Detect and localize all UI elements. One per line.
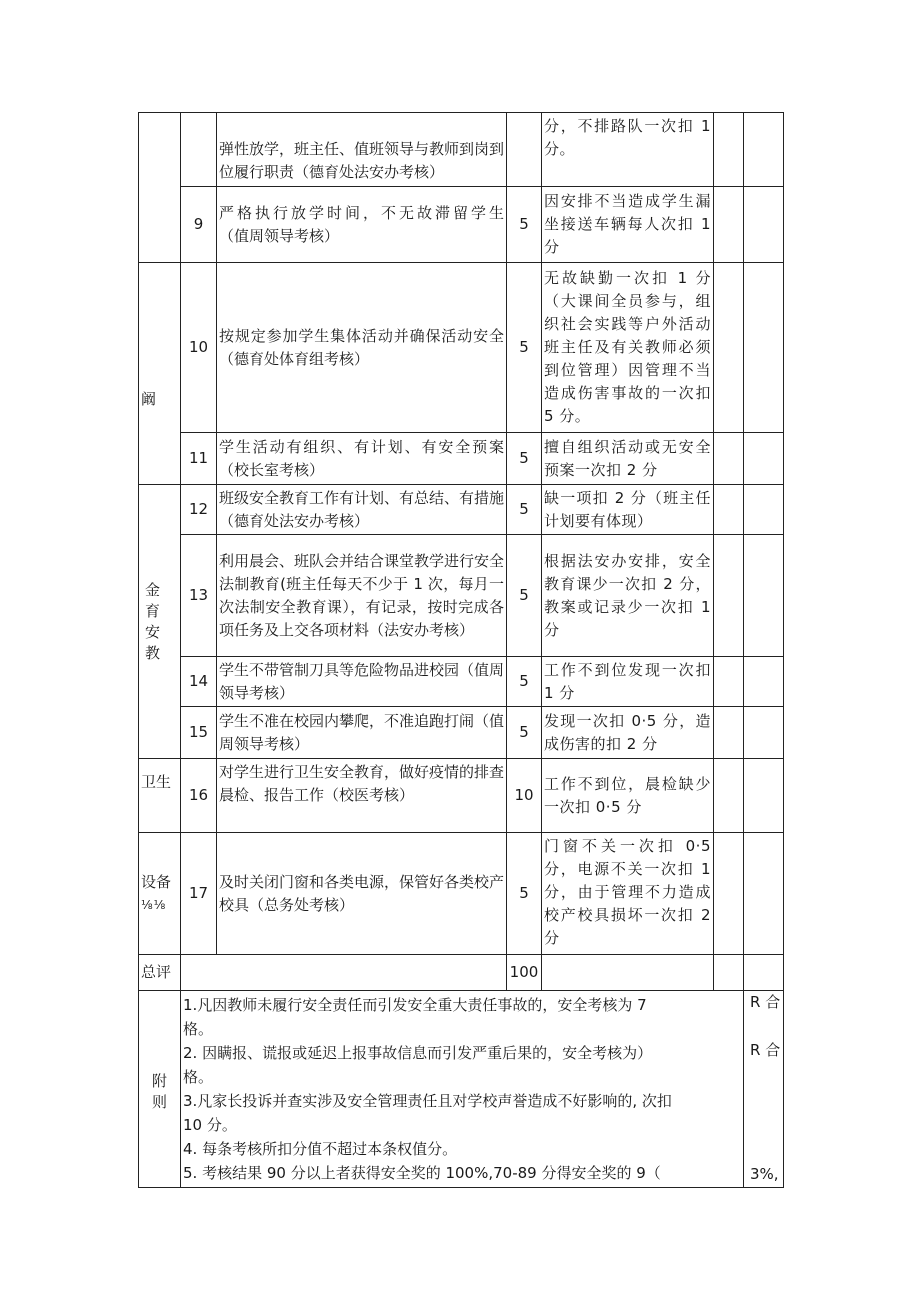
appendix-right-text: R 合	[750, 1041, 781, 1059]
item-score: 5	[507, 485, 542, 535]
item-description: 班级安全教育工作有计划、有总结、有措施（德育处法安办考核）	[217, 485, 507, 535]
item-score: 5	[507, 707, 542, 759]
item-deduction-rule: 分，不排路队一次扣 1 分。	[542, 113, 714, 187]
appendix-notes	[181, 991, 744, 1188]
appendix-right-text: 3%,	[750, 1165, 779, 1183]
empty-cell	[714, 433, 744, 485]
appendix-right-wrapper	[746, 991, 781, 1187]
item-description: 利用晨会、班队会并结合课堂教学进行安全法制教育(班主任每天不少于 1 次，每月一次法制安全教育课），有记录，按时完成各项任务及上交各项材料（法安办考核）	[217, 535, 507, 657]
table-row	[139, 759, 784, 833]
item-deduction-rule: 因安排不当造成学生漏坐接送车辆每人次扣 1 分	[542, 187, 714, 263]
item-number: 17	[181, 833, 217, 955]
empty-cell	[714, 535, 744, 657]
empty-cell	[714, 657, 744, 707]
item-description: 学生不带管制刀具等危险物品进校园（值周领导考核）	[217, 657, 507, 707]
total-score: 100	[507, 955, 542, 991]
empty-cell	[744, 833, 784, 955]
item-score: 10	[507, 759, 542, 833]
total-label: 总评	[139, 955, 181, 991]
item-description: 按规定参加学生集体活动并确保活动安全 （德育处体育组考核）	[217, 263, 507, 433]
table-row	[139, 707, 784, 759]
appendix-note-line: 2. 因瞒报、谎报或延迟上报事故信息而引发严重后果的，安全考核为）	[183, 1044, 653, 1062]
item-deduction-rule: 工作不到位，晨检缺少一次扣 0·5 分	[542, 759, 714, 833]
category-label: 卫生	[141, 773, 172, 791]
category-cell-blank	[139, 113, 181, 263]
item-description: 及时关闭门窗和各类电源，保管好各类校产校具（总务处考核）	[217, 833, 507, 955]
appendix-note-line: 10 分。	[183, 1116, 237, 1134]
empty-cell	[744, 113, 784, 187]
empty-cell	[744, 707, 784, 759]
empty-cell	[714, 485, 744, 535]
empty-cell	[744, 657, 784, 707]
appendix-note-line: 4. 每条考核所扣分值不超过本条权值分。	[183, 1140, 458, 1158]
empty-cell	[714, 833, 744, 955]
table-row	[139, 187, 784, 263]
empty-cell	[744, 759, 784, 833]
item-score	[507, 113, 542, 187]
item-score: 5	[507, 657, 542, 707]
item-score: 5	[507, 535, 542, 657]
item-score: 5	[507, 433, 542, 485]
empty-cell	[744, 433, 784, 485]
empty-cell	[744, 955, 784, 991]
item-deduction-rule: 发现一次扣 0·5 分，造成伤害的扣 2 分	[542, 707, 714, 759]
item-deduction-rule: 缺一项扣 2 分（班主任计划要有体现）	[542, 485, 714, 535]
appendix-note-line: 格。	[183, 1020, 214, 1038]
empty-cell	[744, 263, 784, 433]
appendix-label: 附则	[151, 1072, 167, 1111]
category-cell-a	[139, 263, 181, 485]
empty-cell	[714, 707, 744, 759]
appendix-note-line: 3.凡家长投诉并查实涉及安全管理责任且对学校声誉造成不好影响的, 次扣	[183, 1092, 672, 1110]
safety-assessment-table	[138, 112, 784, 1188]
item-description: 弹性放学，班主任、值班领导与教师到岗到位履行职责（德育处法安办考核）	[217, 113, 507, 187]
empty-cell	[542, 955, 714, 991]
item-deduction-rule: 无故缺勤一次扣 1 分（大课间全员参与，组织社会实践等户外活动班主任及有关教师必须到位管理）因管理不当造成伤害事故的一次扣 5 分。	[542, 263, 714, 433]
empty-cell	[714, 187, 744, 263]
item-score: 5	[507, 187, 542, 263]
empty-cell	[714, 955, 744, 991]
item-deduction-rule: 擅自组织活动或无安全预案一次扣 2 分	[542, 433, 714, 485]
appendix-note-line: 1.凡因教师未履行安全责任而引发安全重大责任事故的，安全考核为 7	[183, 996, 647, 1014]
table-row	[139, 113, 784, 187]
empty-cell	[714, 263, 744, 433]
empty-cell	[744, 485, 784, 535]
table-row	[139, 657, 784, 707]
appendix-right-text: R 合	[750, 993, 781, 1011]
item-number: 9	[181, 187, 217, 263]
category-label: 阚	[141, 390, 157, 408]
item-number: 13	[181, 535, 217, 657]
category-label: 设备	[141, 872, 172, 891]
category-cell-b	[139, 485, 181, 759]
item-deduction-rule: 门窗不关一次扣 0·5 分，电源不关一次扣 1 分，由于管理不力造成校产校具损坏一次扣 2 分	[542, 833, 714, 955]
appendix-row	[139, 991, 784, 1188]
category-sublabel: ⅛⅛	[141, 897, 167, 912]
table-row	[139, 535, 784, 657]
item-score: 5	[507, 263, 542, 433]
item-description: 学生活动有组织、有计划、有安全预案 （校长室考核）	[217, 433, 507, 485]
table-row	[139, 833, 784, 955]
item-number: 14	[181, 657, 217, 707]
category-cell-c	[139, 759, 181, 833]
appendix-note-line: 5. 考核结果 90 分以上者获得安全奖的 100%,70-89 分得安全奖的 9（	[183, 1164, 661, 1182]
empty-cell	[714, 113, 744, 187]
category-cell-d	[139, 833, 181, 955]
total-row	[139, 955, 784, 991]
item-number: 15	[181, 707, 217, 759]
item-number: 10	[181, 263, 217, 433]
item-number: 12	[181, 485, 217, 535]
item-description: 对学生进行卫生安全教育，做好疫情的排查晨检、报告工作（校医考核）	[217, 759, 507, 833]
item-description: 学生不准在校园内攀爬，不准追跑打闹（值周领导考核）	[217, 707, 507, 759]
appendix-note-line: 格。	[183, 1068, 214, 1086]
category-label: 金育安教	[145, 580, 161, 662]
table-row	[139, 263, 784, 433]
table-row	[139, 433, 784, 485]
empty-cell	[181, 955, 507, 991]
appendix-label-cell	[139, 991, 181, 1188]
item-number: 11	[181, 433, 217, 485]
item-deduction-rule: 工作不到位发现一次扣 1 分	[542, 657, 714, 707]
empty-cell	[744, 535, 784, 657]
appendix-right-cell	[744, 991, 784, 1188]
item-number	[181, 113, 217, 187]
item-number: 16	[181, 759, 217, 833]
item-deduction-rule: 根据法安办安排，安全教育课少一次扣 2 分，教案或记录少一次扣 1 分	[542, 535, 714, 657]
item-score: 5	[507, 833, 542, 955]
empty-cell	[744, 187, 784, 263]
item-description: 严格执行放学时间，不无故滞留学生 （值周领导考核）	[217, 187, 507, 263]
table-row	[139, 485, 784, 535]
empty-cell	[714, 759, 744, 833]
